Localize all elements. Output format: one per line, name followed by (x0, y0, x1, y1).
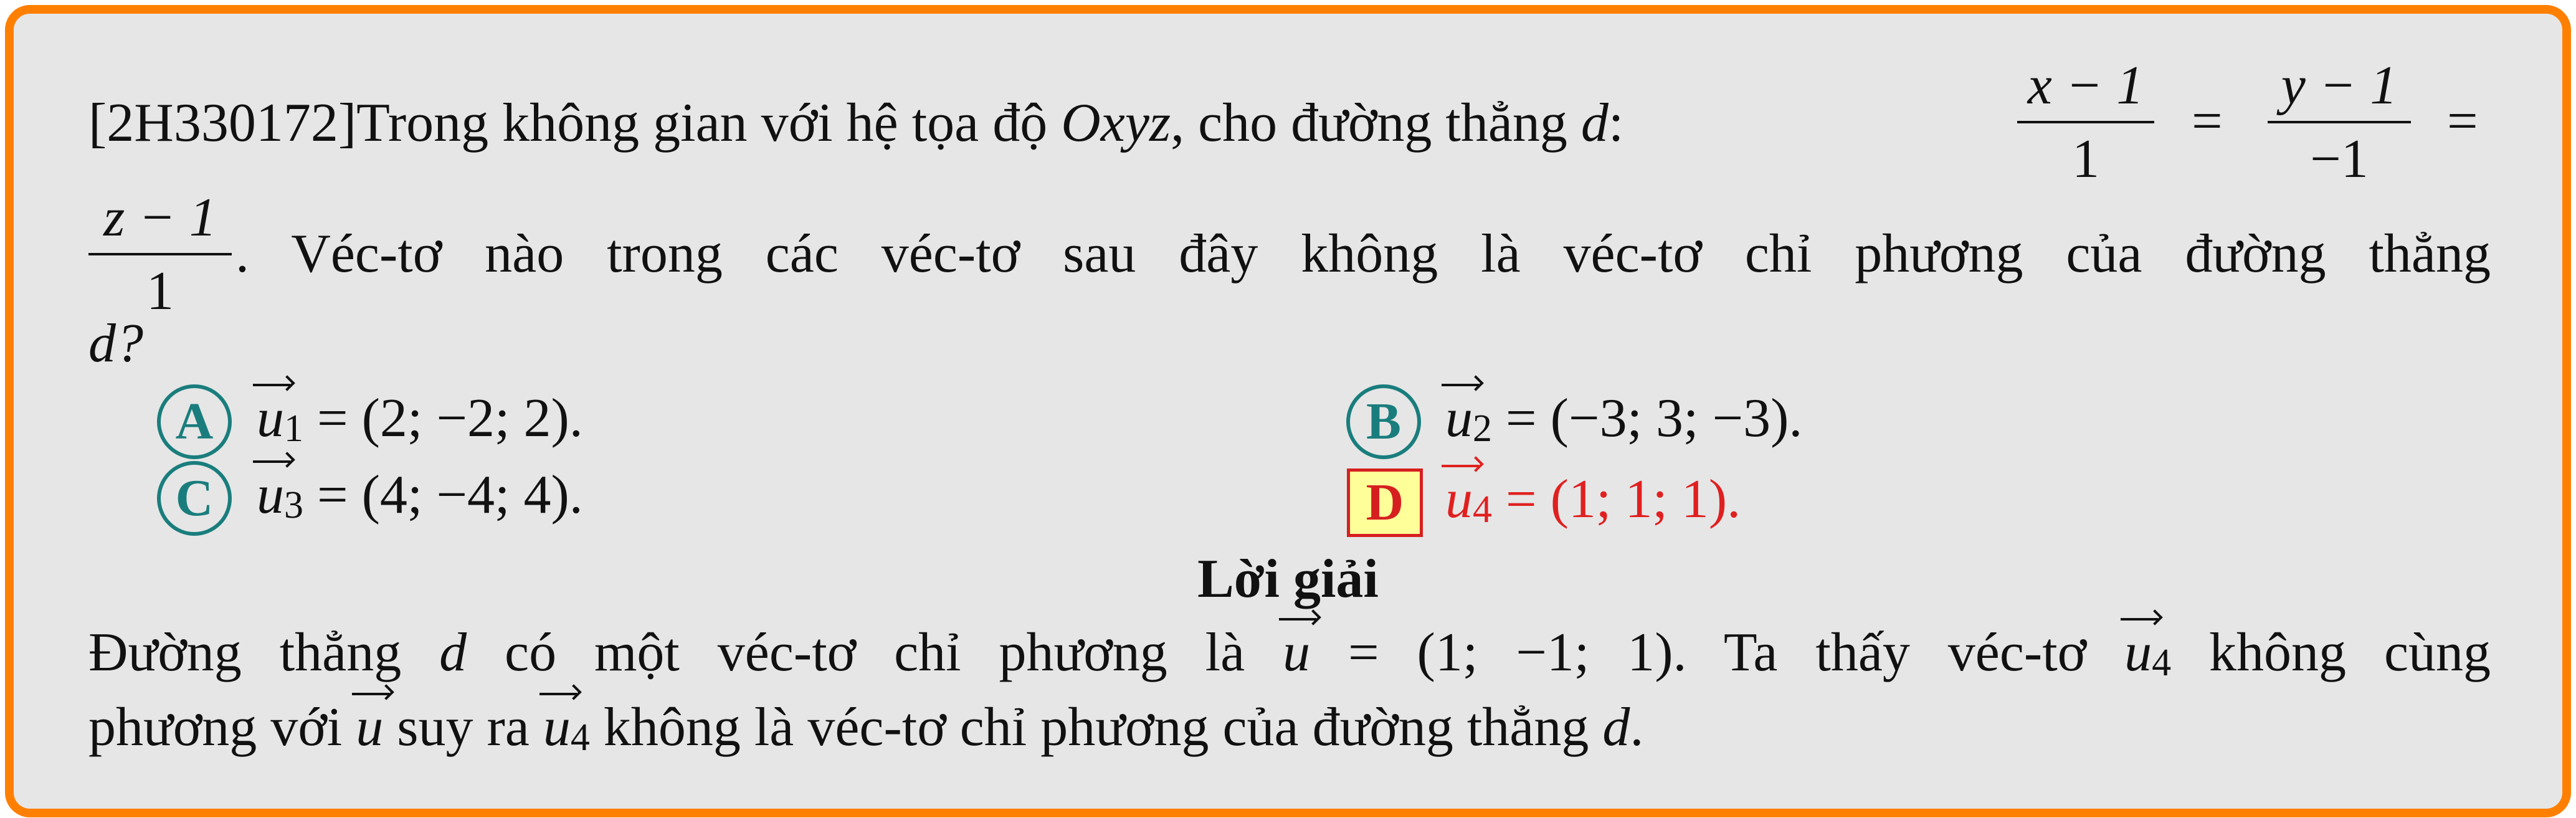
solution-text: có một véc-tơ chỉ phương là (467, 622, 1283, 683)
option-b[interactable] (1445, 388, 1802, 455)
option-b-subscript: 2 (1473, 407, 1492, 450)
question-mid: , cho đường thẳng (1171, 93, 1581, 153)
option-c-subscript: 3 (284, 484, 303, 526)
solution-vector-u: u (1283, 622, 1311, 683)
solution-vector-u4: u (2124, 622, 2152, 683)
option-a-badge[interactable]: A (157, 384, 232, 459)
line-variable: d (1580, 93, 1609, 153)
option-d[interactable] (1445, 468, 1741, 536)
solution-text: . (1630, 697, 1644, 758)
solution-text: = (1; −1; 1). Ta thấy véc-tơ (1310, 622, 2125, 683)
option-a[interactable] (257, 388, 583, 455)
fraction-x-bar (2017, 121, 2154, 123)
fraction-y-denominator: −1 (2310, 129, 2369, 189)
option-d-badge[interactable]: D (1347, 468, 1423, 537)
option-b-value: = (−3; 3; −3). (1492, 388, 1803, 449)
option-d-vector: u (1445, 469, 1473, 530)
option-d-subscript: 4 (1473, 488, 1492, 531)
coordinate-system: Oxyz (1061, 93, 1171, 153)
option-c[interactable] (257, 464, 583, 531)
solution-line-var: d (439, 622, 467, 683)
question-ending: d? (88, 313, 143, 374)
fraction-x (2017, 55, 2154, 191)
colon: : (1608, 93, 1624, 153)
solution-line-1 (88, 622, 2491, 689)
option-a-vector: u (257, 388, 284, 449)
solution-text: suy ra (383, 697, 543, 758)
equals-sign-1: = (2192, 91, 2223, 151)
option-b-badge[interactable]: B (1346, 384, 1421, 459)
solution-vector-u4: u (543, 697, 571, 758)
solution-subscript: 4 (2152, 642, 2172, 684)
solution-text: Đường thẳng (88, 622, 440, 683)
option-c-value: = (4; −4; 4). (303, 465, 583, 525)
fraction-y-bar (2268, 121, 2411, 123)
question-line-2 (235, 223, 2491, 285)
question-id: [2H330172] (88, 93, 357, 153)
fraction-z (88, 187, 232, 323)
option-d-value: = (1; 1; 1). (1492, 469, 1741, 530)
fraction-z-denominator: 1 (146, 261, 174, 321)
solution-line-2 (88, 697, 1643, 764)
option-c-vector: u (257, 465, 284, 525)
option-c-badge[interactable]: C (157, 461, 232, 536)
solution-text: phương với (88, 697, 356, 758)
solution-heading: Lời giải (1197, 549, 1379, 609)
option-a-subscript: 1 (284, 407, 303, 450)
question-intro: Trong không gian với hệ tọa độ (356, 93, 1062, 153)
solution-text: không là véc-tơ chỉ phương của đường thẳng (589, 697, 1603, 758)
option-a-value: = (2; −2; 2). (303, 388, 583, 449)
fraction-y-numerator: y − 1 (2281, 55, 2398, 116)
solution-text: không cùng (2171, 622, 2491, 683)
option-b-vector: u (1445, 388, 1473, 449)
question-line-1 (88, 92, 1623, 155)
fraction-y (2268, 55, 2411, 191)
fraction-z-numerator: z − 1 (103, 188, 217, 248)
question-tail: . Véc-tơ nào trong các véc-tơ sau đây không là véc-tơ chỉ phương của đường thẳng (235, 224, 2491, 284)
fraction-x-numerator: x − 1 (2027, 55, 2144, 116)
fraction-z-bar (88, 253, 232, 255)
solution-line-var: d (1602, 697, 1630, 758)
fraction-x-denominator: 1 (2072, 129, 2099, 189)
solution-vector-u: u (356, 697, 384, 758)
solution-subscript: 4 (570, 716, 590, 759)
equals-sign-2: = (2447, 91, 2478, 151)
